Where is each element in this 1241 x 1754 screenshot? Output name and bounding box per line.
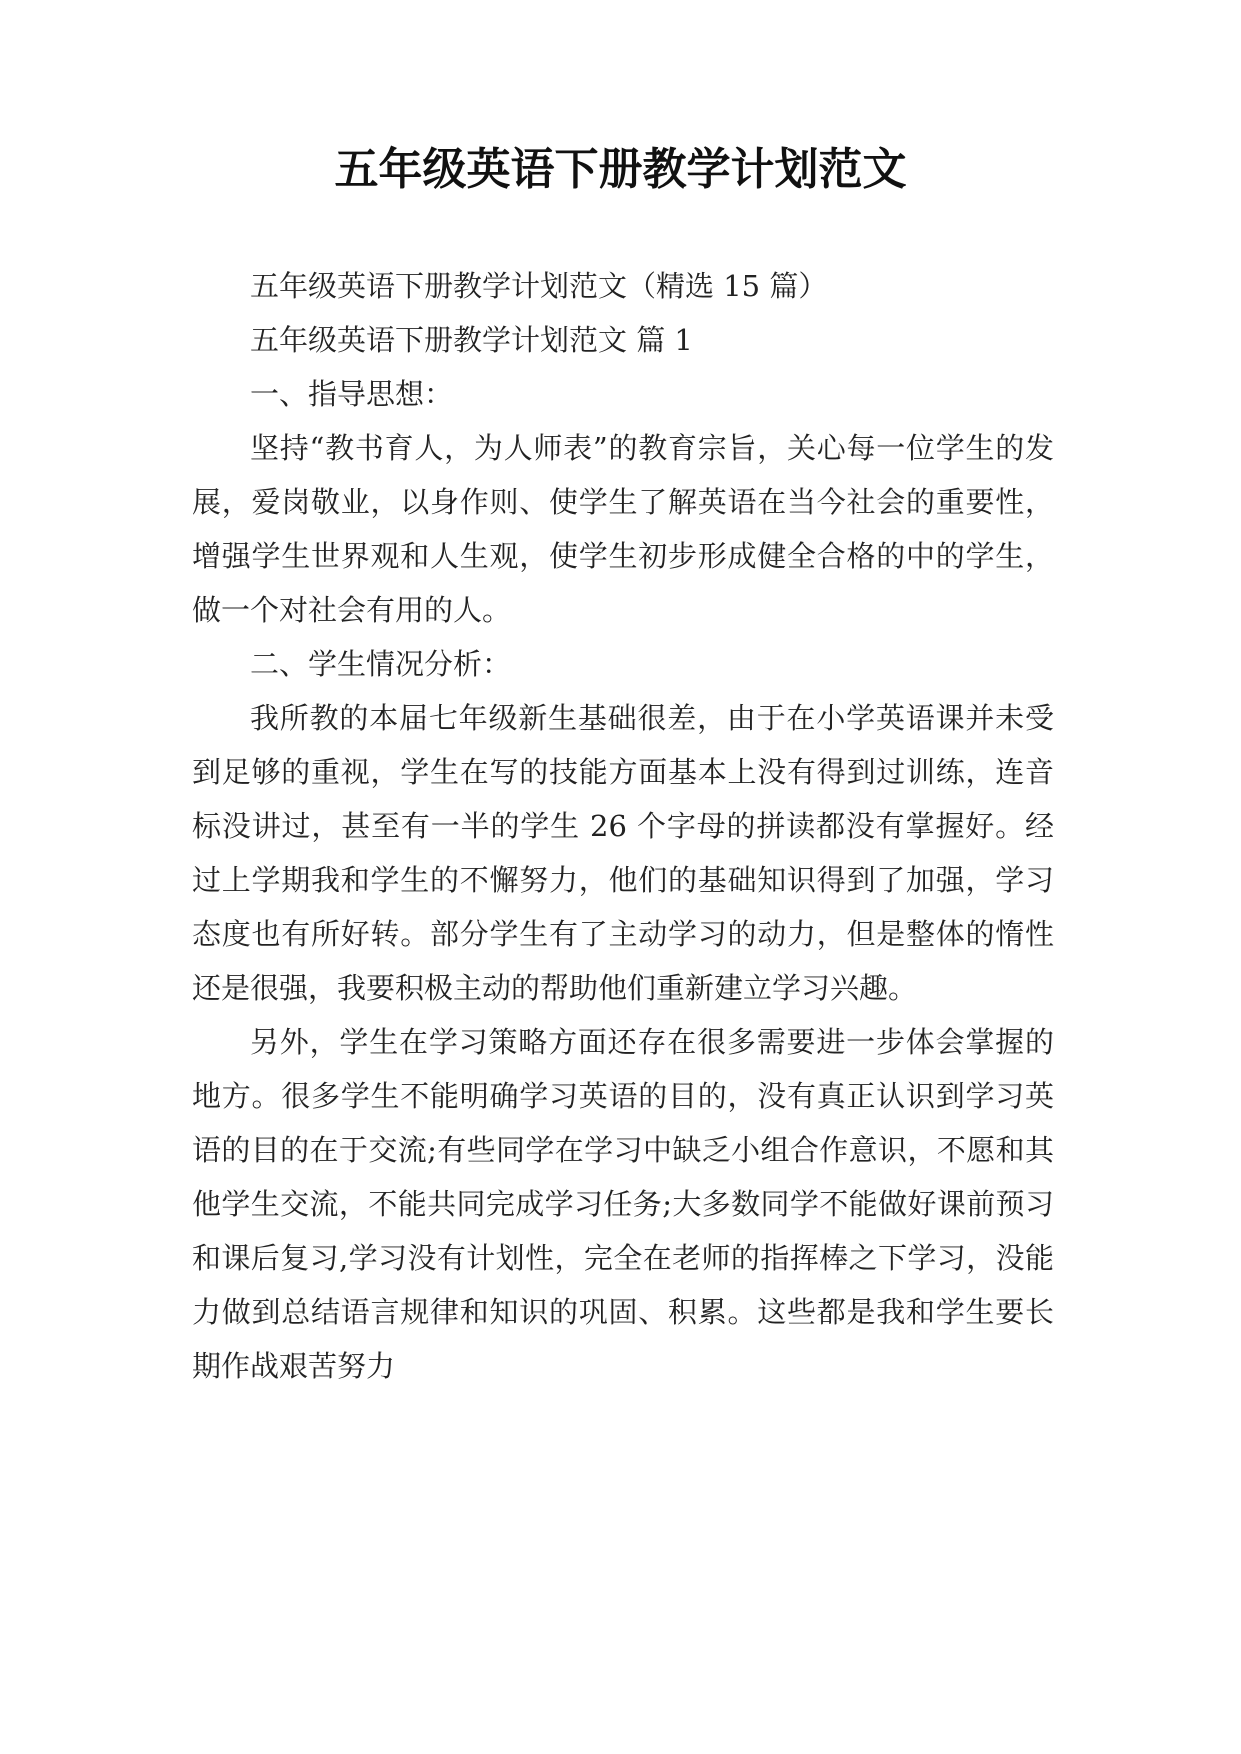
- section-heading-part-1: 五年级英语下册教学计划范文 篇 1: [250, 323, 693, 357]
- document-body: [192, 259, 1054, 1393]
- paragraph-guiding-ideology: 坚持“教书育人，为人师表”的教育宗旨，关心每一位学生的发展，爱岗敬业，以身作则、使学生了解英语在当今社会的重要性，增强学生世界观和人生观，使学生初步形成健全合格的中的学生，做一个对社会有用的人。: [192, 431, 1054, 627]
- heading-student-analysis: 二、学生情况分析：: [250, 647, 512, 681]
- paragraph-student-analysis: 我所教的本届七年级新生基础很差，由于在小学英语课并未受到足够的重视，学生在写的技能方面基本上没有得到过训练，连音标没讲过，甚至有一半的学生 26 个字母的拼读都没有掌握好。经过上学期我和学生的不懈努力，他们的基础知识得到了加强，学习态度也有所好转。部分学生有了主动学习的动力，但是整体的惰性还是很强，我要积极主动的帮助他们重新建立学习兴趣。: [192, 701, 1054, 1005]
- paragraph-learning-strategies: 另外，学生在学习策略方面还存在很多需要进一步体会掌握的地方。很多学生不能明确学习英语的目的，没有真正认识到学习英语的目的在于交流;有些同学在学习中缺乏小组合作意识，不愿和其他学生交流，不能共同完成学习任务;大多数同学不能做好课前预习和课后复习,学习没有计划性，完全在老师的指挥棒之下学习，没能力做到总结语言规律和知识的巩固、积累。这些都是我和学生要长期作战艰苦努力: [192, 1025, 1054, 1383]
- heading-guiding-ideology: 一、指导思想：: [250, 377, 454, 411]
- subtitle-paragraph: 五年级英语下册教学计划范文（精选 15 篇）: [250, 269, 828, 303]
- document-title: 五年级英语下册教学计划范文: [334, 144, 907, 195]
